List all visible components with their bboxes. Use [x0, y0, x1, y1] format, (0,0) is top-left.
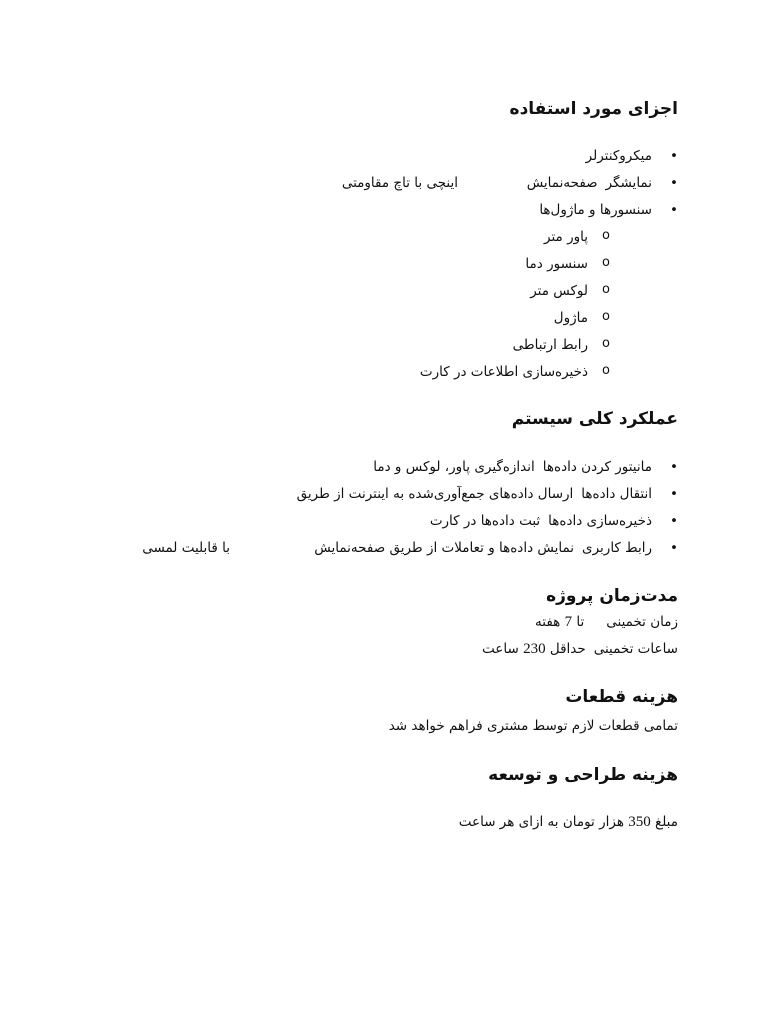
dev-cost-suffix: هزار تومان به ازای هر ساعت — [458, 814, 624, 830]
components-heading: اجزای مورد استفاده — [509, 99, 678, 119]
duration-heading: مدت‌زمان پروژه — [546, 586, 678, 606]
parts-cost-text: تمامی قطعات لازم توسط مشتری فراهم خواهد شد — [388, 718, 678, 734]
item-label: ذخیره‌سازی داده‌ها — [548, 513, 652, 529]
list-item — [430, 511, 652, 531]
dev-cost-prefix: مبلغ — [655, 814, 678, 830]
list-item — [314, 538, 652, 558]
estimate-prefix: تا — [576, 614, 585, 630]
sub-list-item: o ماژول — [554, 308, 588, 328]
hours-prefix: حداقل — [549, 641, 586, 657]
item-label: انتقال داده‌ها — [581, 486, 652, 502]
duration-estimate — [535, 612, 678, 632]
estimate-label: زمان تخمینی — [606, 614, 678, 630]
sub-list-item: o ذخیره‌سازی اطلاعات در کارت — [420, 362, 588, 382]
item-value: نمایش داده‌ها و تعاملات از طریق صفحه‌نمایش — [314, 540, 575, 556]
display-extra: اینچی با تاچ مقاومتی — [341, 175, 458, 191]
sensors-text: سنسورها و ماژول‌ها — [539, 202, 652, 218]
dev-cost-number: 350 — [628, 814, 651, 830]
list-item — [539, 200, 652, 220]
list-item — [373, 457, 652, 477]
duration-hours — [482, 639, 678, 659]
list-item — [527, 173, 652, 193]
functionality-heading: عملکرد کلی سیستم — [511, 409, 678, 429]
list-item — [586, 146, 652, 166]
item-extra: با قابلیت لمسی — [142, 540, 230, 556]
hours-label: ساعات تخمینی — [593, 641, 678, 657]
hours-unit: ساعت — [482, 641, 519, 657]
dev-cost-heading: هزینه طراحی و توسعه — [488, 765, 678, 785]
display-value: صفحه‌نمایش — [526, 175, 598, 191]
estimate-number: 7 — [564, 614, 573, 630]
item-value: ارسال داده‌های جمع‌آوری‌شده به اینترنت از طریق — [296, 486, 574, 502]
estimate-unit: هفته — [535, 614, 561, 630]
sub-list-item: o پاور متر — [544, 227, 588, 247]
dev-cost-text — [459, 812, 678, 832]
item-label: مانیتور کردن داده‌ها — [542, 459, 652, 475]
parts-cost-heading: هزینه قطعات — [565, 687, 678, 707]
item-value: اندازه‌گیری پاور، لوکس و دما — [373, 459, 535, 475]
hours-number: 230 — [523, 641, 546, 657]
sub-list-item: o رابط ارتباطی — [513, 335, 588, 355]
display-label: نمایشگر — [605, 175, 652, 191]
list-item — [297, 484, 652, 504]
item-label: رابط کاربری — [582, 540, 652, 556]
sub-list-item: o لوکس متر — [530, 281, 588, 301]
sub-list-item: o سنسور دما — [525, 254, 588, 274]
microcontroller-text: میکروکنترلر — [585, 148, 652, 164]
item-value: ثبت داده‌ها در کارت — [429, 513, 541, 529]
